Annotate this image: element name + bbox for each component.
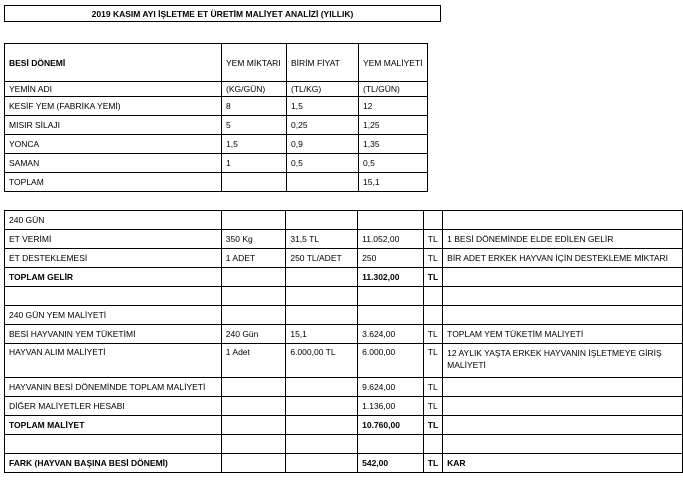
cell[interactable] <box>423 211 442 230</box>
cell[interactable] <box>286 378 358 397</box>
header-cell[interactable]: BİRİM FİYAT <box>287 44 359 82</box>
cell[interactable]: DİĞER MALİYETLER HESABI <box>5 397 222 416</box>
cell[interactable] <box>358 287 424 306</box>
cell[interactable]: TOPLAM YEM TÜKETİM MALİYETİ <box>443 325 683 344</box>
cell[interactable] <box>286 268 358 287</box>
cell[interactable]: TL <box>423 416 442 435</box>
cell[interactable]: SAMAN <box>5 154 222 173</box>
section-row <box>5 306 683 325</box>
cell[interactable] <box>443 287 683 306</box>
feed-subheader-row <box>5 82 428 97</box>
cell[interactable]: 250 TL/ADET <box>286 249 358 268</box>
cell[interactable]: 1,25 <box>359 116 428 135</box>
cell[interactable] <box>5 435 222 454</box>
cell[interactable] <box>443 435 683 454</box>
empty-row <box>5 287 683 306</box>
cell[interactable] <box>358 211 424 230</box>
cell[interactable]: 6.000,00 TL <box>286 344 358 378</box>
table-row <box>5 97 428 116</box>
cell[interactable]: TL <box>423 325 442 344</box>
header-cell[interactable]: (TL/KG) <box>287 82 359 97</box>
table-row <box>5 378 683 397</box>
cell[interactable]: KESİF YEM (FABRİKA YEMİ) <box>5 97 222 116</box>
cell[interactable]: 1,5 <box>287 97 359 116</box>
cell[interactable]: 1,5 <box>222 135 287 154</box>
header-cell[interactable]: YEM MALİYETİ <box>359 44 428 82</box>
cell[interactable] <box>221 287 286 306</box>
empty-row <box>5 435 683 454</box>
cell[interactable] <box>221 211 286 230</box>
cell[interactable]: TOPLAM GELİR <box>5 268 222 287</box>
header-cell[interactable]: (KG/GÜN) <box>222 82 287 97</box>
cell[interactable]: 8 <box>222 97 287 116</box>
cell[interactable] <box>443 211 683 230</box>
header-cell[interactable]: (TL/GÜN) <box>359 82 428 97</box>
cell[interactable]: 0,9 <box>287 135 359 154</box>
cell[interactable] <box>221 435 286 454</box>
cell[interactable]: 15,1 <box>286 325 358 344</box>
cell[interactable] <box>443 416 683 435</box>
cell[interactable]: BESİ HAYVANIN YEM TÜKETİMİ <box>5 325 222 344</box>
cell[interactable] <box>221 454 286 473</box>
cell[interactable] <box>286 454 358 473</box>
section-row <box>5 211 683 230</box>
cell[interactable] <box>286 435 358 454</box>
cell[interactable]: 240 GÜN YEM MALİYETİ <box>5 306 222 325</box>
total-income-row <box>5 268 683 287</box>
cell[interactable]: 3.624,00 <box>358 325 424 344</box>
cell[interactable]: HAYVAN ALIM MALİYETİ <box>5 344 222 378</box>
cell[interactable]: BİR ADET ERKEK HAYVAN İÇİN DESTEKLEME MİKTARI <box>443 249 683 268</box>
table-row <box>5 325 683 344</box>
cell[interactable]: 1 BESİ DÖNEMİNDE ELDE EDİLEN GELİR <box>443 230 683 249</box>
cell[interactable] <box>221 416 286 435</box>
cell[interactable]: TL <box>423 454 442 473</box>
cell[interactable] <box>443 306 683 325</box>
cell[interactable]: TL <box>423 249 442 268</box>
cell[interactable]: TL <box>423 268 442 287</box>
cell[interactable] <box>423 435 442 454</box>
cell[interactable] <box>423 306 442 325</box>
table-row <box>5 397 683 416</box>
cell[interactable]: TOPLAM <box>5 173 222 192</box>
header-cell[interactable]: BESİ DÖNEMİ <box>5 44 222 82</box>
table-row <box>5 249 683 268</box>
cell[interactable] <box>287 173 359 192</box>
header-cell[interactable]: YEMİN ADI <box>5 82 222 97</box>
cell[interactable]: TL <box>423 344 442 378</box>
cell[interactable]: 0,25 <box>287 116 359 135</box>
cell[interactable] <box>423 287 442 306</box>
total-row <box>5 173 428 192</box>
cell[interactable]: 0,5 <box>287 154 359 173</box>
cell[interactable] <box>286 306 358 325</box>
table-row <box>5 344 683 378</box>
cell[interactable]: 350 Kg <box>221 230 286 249</box>
feed-header-row <box>5 44 428 82</box>
cell[interactable]: HAYVANIN BESİ DÖNEMİNDE TOPLAM MALİYETİ <box>5 378 222 397</box>
cell[interactable]: 1 <box>222 154 287 173</box>
cell[interactable] <box>358 306 424 325</box>
cell[interactable]: 11.302,00 <box>358 268 424 287</box>
table-row <box>5 154 428 173</box>
cell[interactable]: 10.760,00 <box>358 416 424 435</box>
table-row <box>5 230 683 249</box>
cell[interactable] <box>358 435 424 454</box>
table-row <box>5 116 428 135</box>
income-cost-table <box>4 210 683 473</box>
cell[interactable]: TL <box>423 378 442 397</box>
cell[interactable]: TL <box>423 230 442 249</box>
cell[interactable]: 542,00 <box>358 454 424 473</box>
cell[interactable] <box>443 268 683 287</box>
cell[interactable] <box>286 416 358 435</box>
cell[interactable] <box>5 287 222 306</box>
cell[interactable]: 12 <box>359 97 428 116</box>
cell[interactable]: 0,5 <box>359 154 428 173</box>
cell[interactable]: 9.624,00 <box>358 378 424 397</box>
feed-cost-table <box>4 43 428 192</box>
cell[interactable] <box>221 268 286 287</box>
cell[interactable] <box>443 378 683 397</box>
cell[interactable]: 6.000,00 <box>358 344 424 378</box>
cell[interactable]: 1.136,00 <box>358 397 424 416</box>
cell[interactable]: 12 AYLIK YAŞTA ERKEK HAYVANIN İŞLETMEYE GİRİŞ MALİYETİ <box>443 344 683 378</box>
cell[interactable]: 240 Gün <box>221 325 286 344</box>
cell[interactable] <box>286 397 358 416</box>
cell[interactable]: 11.052,00 <box>358 230 424 249</box>
cell[interactable] <box>443 397 683 416</box>
cell[interactable] <box>286 211 358 230</box>
cell[interactable]: ET DESTEKLEMESİ <box>5 249 222 268</box>
cell[interactable]: 1,35 <box>359 135 428 154</box>
difference-row <box>5 454 683 473</box>
cell[interactable]: 240 GÜN <box>5 211 222 230</box>
cell[interactable]: 15,1 <box>359 173 428 192</box>
cell[interactable]: 1 ADET <box>221 249 286 268</box>
cell[interactable] <box>221 306 286 325</box>
cell[interactable] <box>221 397 286 416</box>
cell[interactable]: MISIR SİLAJI <box>5 116 222 135</box>
table-row <box>5 135 428 154</box>
cell[interactable] <box>221 378 286 397</box>
cell[interactable]: 31,5 TL <box>286 230 358 249</box>
cell[interactable]: 5 <box>222 116 287 135</box>
sheet-title: 2019 KASIM AYI İŞLETME ET ÜRETİM MALİYET ANALİZİ (YILLIK) <box>4 5 441 22</box>
cell[interactable]: ET VERİMİ <box>5 230 222 249</box>
cell[interactable]: KAR <box>443 454 683 473</box>
total-cost-row <box>5 416 683 435</box>
cell[interactable]: FARK (HAYVAN BAŞINA BESİ DÖNEMİ) <box>5 454 222 473</box>
cell[interactable]: TOPLAM MALİYET <box>5 416 222 435</box>
cell[interactable] <box>286 287 358 306</box>
cell[interactable]: 1 Adet <box>221 344 286 378</box>
cell[interactable]: TL <box>423 397 442 416</box>
cell[interactable]: 250 <box>358 249 424 268</box>
header-cell[interactable]: YEM MİKTARI <box>222 44 287 82</box>
cell[interactable]: YONCA <box>5 135 222 154</box>
cell[interactable] <box>222 173 287 192</box>
